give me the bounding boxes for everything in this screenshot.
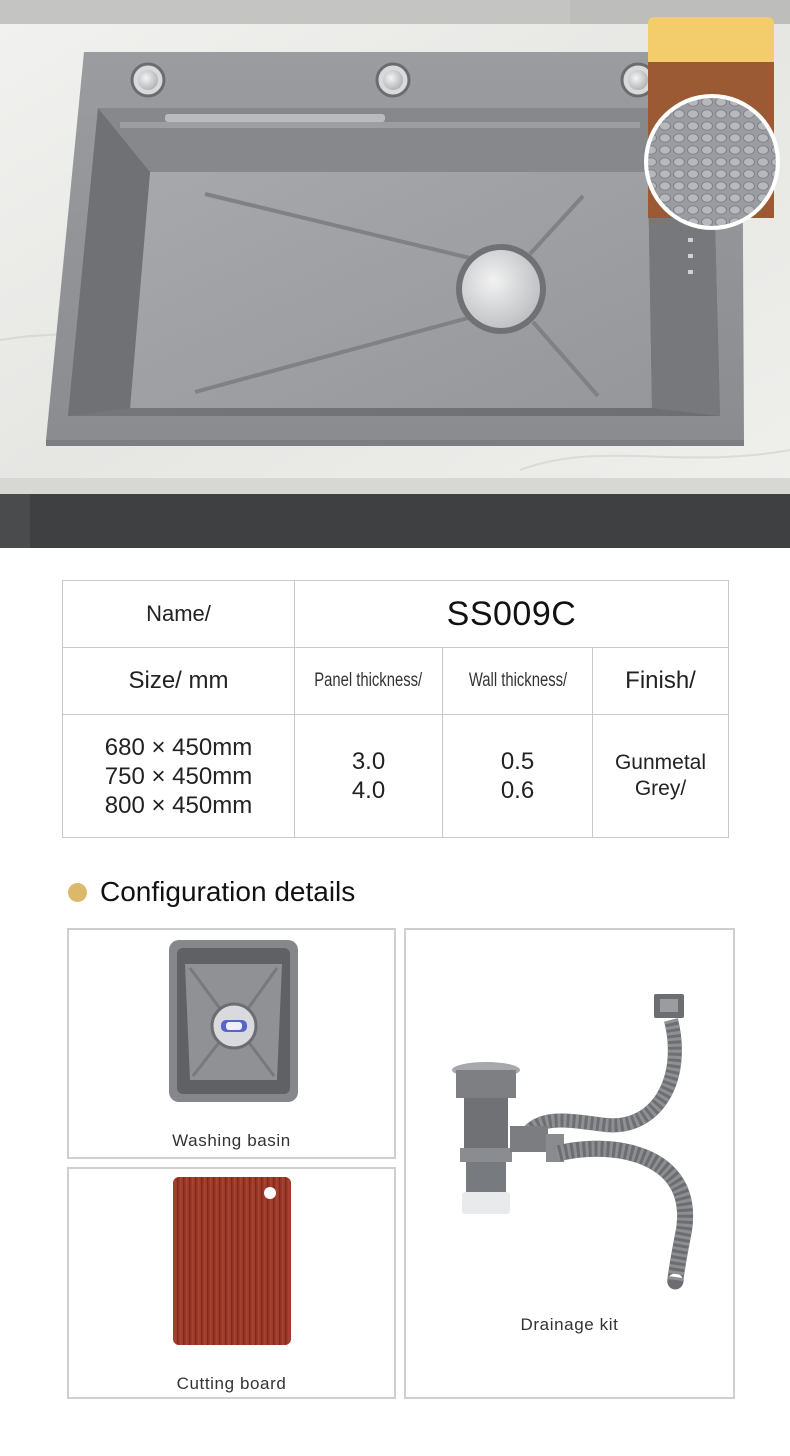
washing-basin-card (67, 928, 396, 1159)
wall-thickness-value: 0.5 (500, 748, 535, 775)
size-value: 680 × 450mm (104, 733, 253, 761)
washing-basin-image (69, 930, 398, 1161)
panel-thickness-value: 3.0 (351, 748, 386, 775)
finish-label: Finish/ (625, 667, 696, 694)
size-value: 800 × 450mm (104, 791, 253, 819)
config-title-text: Configuration details (100, 876, 356, 907)
drainage-kit-card (404, 928, 735, 1399)
bullet-dot-icon (68, 883, 87, 902)
finish-value: Grey/ (634, 777, 687, 800)
wall-thickness-value: 0.6 (500, 777, 535, 804)
finish-value: Gunmetal (614, 751, 707, 774)
wall-thickness-cell (443, 715, 593, 838)
size-value: 750 × 450mm (104, 762, 253, 790)
spec-table (62, 580, 729, 838)
sizes-cell (63, 715, 295, 838)
texture-detail-badge (644, 17, 780, 230)
cutting-board-image (69, 1169, 398, 1401)
size-label-cell (63, 648, 295, 715)
name-label-cell (63, 581, 295, 648)
sink-hero-image (0, 0, 790, 548)
size-label: Size/ mm (128, 667, 229, 694)
model-number: SS009C (446, 594, 577, 633)
config-section-title (68, 872, 355, 912)
panel-thickness-value: 4.0 (351, 777, 386, 804)
panel-thickness-cell (295, 715, 443, 838)
cutting-board-card (67, 1167, 396, 1399)
finish-cell (593, 715, 729, 838)
wall-thickness-header (443, 648, 593, 715)
washing-basin-label: Washing basin (172, 1131, 291, 1150)
cutting-board-label: Cutting board (176, 1374, 287, 1393)
name-label: Name/ (146, 601, 211, 626)
model-cell (295, 581, 729, 648)
wall-thickness-label: Wall thickness/ (468, 670, 567, 691)
drainage-kit-label: Drainage kit (520, 1315, 619, 1334)
finish-header (593, 648, 729, 715)
panel-thickness-label: Panel thickness/ (314, 670, 423, 691)
panel-thickness-header (295, 648, 443, 715)
